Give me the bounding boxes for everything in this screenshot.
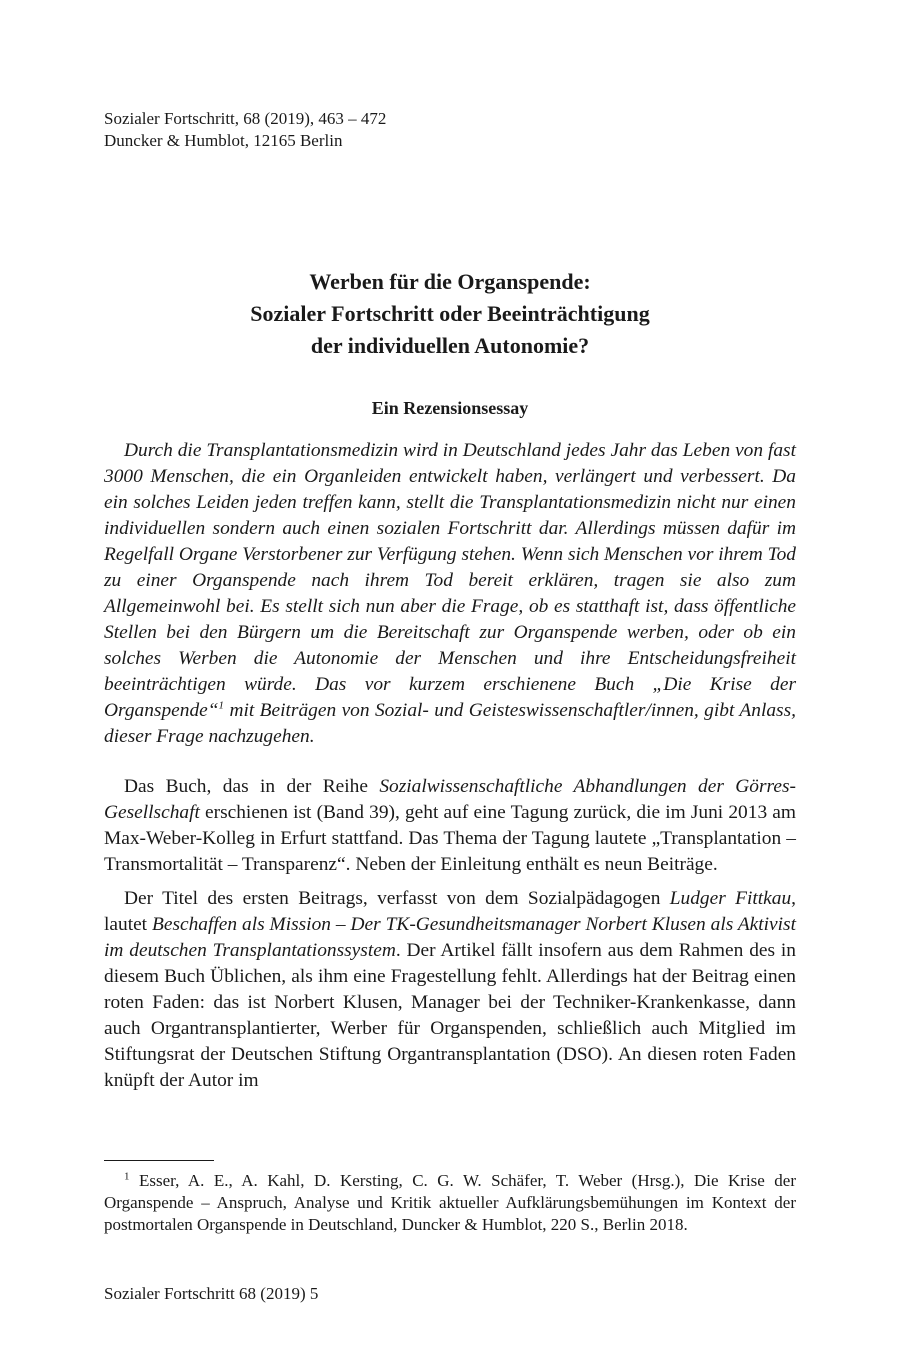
footnote-text: Esser, A. E., A. Kahl, D. Kersting, C. G. W. Schäfer, T. Weber (Hrsg.), Die Krise der Organspende – Anspruch, Analyse und Kritik aktueller Aufklärungsbemühungen im Kontext der postmortalen Organspende in Deutschland, Duncker & Humblot, 220 S., Berlin 2018.: [104, 1171, 796, 1234]
footnote-divider: [104, 1160, 214, 1161]
footnote: [104, 1170, 796, 1236]
paragraph-1-text-b: erschienen ist (Band 39), geht auf eine Tagung zurück, die im Juni 2013 am Max-Weber-Kolleg in Erfurt stattfand. Das Thema der Tagung lautete „Transplantation – Transmortalität – Transparenz“. Neben der Einleitung enthält es neun Beiträge.: [104, 802, 796, 875]
header-citation: Sozialer Fortschritt, 68 (2019), 463 – 472: [104, 109, 387, 128]
header-publisher: Duncker & Humblot, 12165 Berlin: [104, 131, 343, 150]
paragraph-2-text-b: , lautet: [104, 888, 796, 935]
footnote-reference: 1: [218, 699, 225, 712]
title-line-2: Sozialer Fortschritt oder Beeinträchtigung: [250, 301, 650, 326]
footnote-number: 1: [124, 1170, 130, 1183]
paragraph-1: [104, 774, 796, 878]
journal-header: [104, 108, 386, 152]
article-subtitle: Ein Rezensionsessay: [371, 398, 529, 418]
article-title-reference: Beschaffen als Mission – Der TK-Gesundheitsmanager Norbert Klusen als Aktivist im deutschen Transplantationssystem: [104, 914, 796, 961]
paragraph-2-text-a: Der Titel des ersten Beitrags, verfasst von dem Sozialpädagogen: [124, 888, 670, 909]
paragraph-2-text-c: . Der Artikel fällt insofern aus dem Rahmen des in diesem Buch Üblichen, als ihm eine Fragestellung fehlt. Allerdings hat der Beitrag einen roten Faden: das ist Norbert Klusen, Manager bei der Techniker-Krankenkasse, dann auch Organtransplantierter, Werber für Organspenden, schließlich auch Mitglied im Stiftungsrat der Deutschen Stiftung Organtransplantation (DSO). An diesen roten Faden knüpft der Autor im: [104, 940, 796, 1091]
title-line-1: Werben für die Organspende:: [309, 269, 591, 294]
page-footer: Sozialer Fortschritt 68 (2019) 5: [104, 1284, 319, 1303]
article-title: [104, 266, 796, 362]
title-line-3: der individuellen Autonomie?: [310, 333, 590, 358]
author-name: Ludger Fittkau: [669, 888, 792, 909]
series-title: Sozialwissenschaftliche Abhandlungen der Görres-Gesellschaft: [104, 776, 796, 823]
abstract-text-2: mit Beiträgen von Sozial- und Geisteswissenschaftler/innen, gibt Anlass, dieser Frage nachzugehen.: [104, 700, 796, 747]
abstract: [104, 438, 796, 750]
abstract-text-1: Durch die Transplantationsmedizin wird in Deutschland jedes Jahr das Leben von fast 3000 Menschen, die ein Organleiden entwickelt haben, verlängert und verbessert. Da ein solches Leiden jeden treffen kann, stellt die Transplantationsmedizin nicht nur einen individuellen sondern auch einen sozialen Fortschritt dar. Allerdings müssen dafür im Regelfall Organe Verstorbener zur Verfügung stehen. Wenn sich Menschen vor ihrem Tod zu einer Organspende nach ihrem Tod bereit erklären, tragen sie also zum Allgemeinwohl bei. Es stellt sich nun aber die Frage, ob es statthaft ist, dass öffentliche Stellen bei den Bürgern um die Bereitschaft zur Organspende werben, oder ob ein solches Werben die Autonomie der Menschen und ihre Entscheidungsfreiheit beeinträchtigen würde. Das vor kurzem erschienene Buch „Die Krise der Organspende“: [104, 440, 796, 721]
body-text: [104, 774, 796, 1102]
title-block: [104, 266, 796, 420]
paragraph-2: [104, 886, 796, 1094]
paragraph-1-text-a: Das Buch, das in der Reihe: [124, 776, 380, 797]
